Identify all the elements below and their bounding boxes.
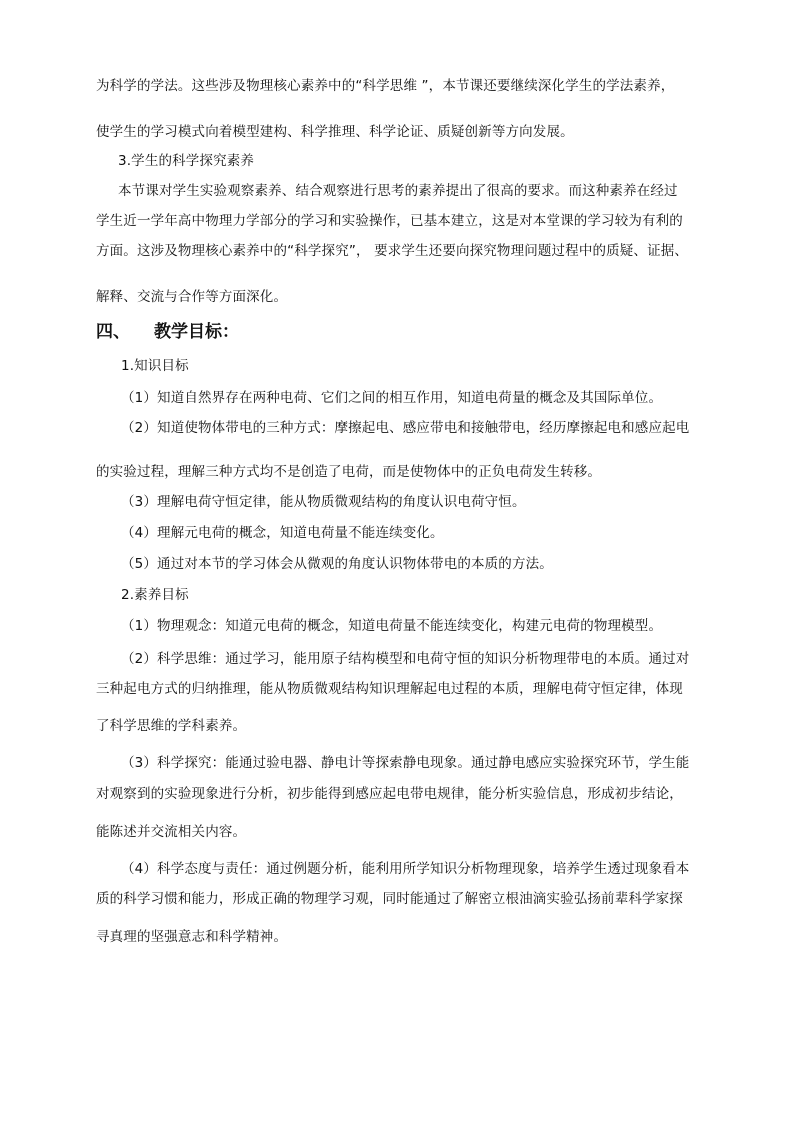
section-heading-title: 教学目标： <box>154 322 239 342</box>
paragraph-line: 解释、交流与合作等方面深化。 <box>96 289 288 305</box>
list-item-continuation: 三种起电方式的归纳推理，能从物质微观结构知识理解起电过程的本质，理解电荷守恒定律，体现 <box>96 681 683 697</box>
list-item: （4）理解元电荷的概念，知道电荷量不能连续变化。 <box>121 525 444 541</box>
section-subheading: 2.素养目标 <box>121 587 189 603</box>
paragraph-line: 本节课对学生实验观察素养、结合观察进行思考的素养提出了很高的要求。而这种素养在经过 <box>118 183 678 199</box>
list-item-continuation: 对观察到的实验现象进行分析，初步能得到感应起电带电规律，能分析实验信息，形成初步结论， <box>96 786 683 802</box>
paragraph-line: 学生近一学年高中物理力学部分的学习和实验操作，已基本建立，这是对本堂课的学习较为有利的 <box>96 213 683 229</box>
section-heading <box>96 321 239 343</box>
list-item-continuation: 了科学思维的学科素养。 <box>96 718 247 734</box>
list-item: （1）知道自然界存在两种电荷、它们之间的相互作用，知道电荷量的概念及其国际单位。 <box>121 390 663 406</box>
list-item: （5）通过对本节的学习体会从微观的角度认识物体带电的本质的方法。 <box>121 556 553 572</box>
list-item-continuation: 能陈述并交流相关内容。 <box>96 824 247 840</box>
paragraph-line: 为科学的学法。这些涉及物理核心素养中的“科学思维 ”，本节课还要继续深化学生的学法素养， <box>96 78 675 94</box>
list-item: （4）科学态度与责任：通过例题分析，能利用所学知识分析物理现象，培养学生透过现象看本 <box>121 861 690 877</box>
section-subheading: 1.知识目标 <box>121 358 189 374</box>
section-heading-number: 四、 <box>96 322 130 342</box>
paragraph-line: 使学生的学习模式向着模型建构、科学推理、科学论证、质疑创新等方向发展。 <box>96 124 574 140</box>
paragraph-line: 方面。这涉及物理核心素养中的“科学探究”， 要求学生还要向探究物理问题过程中的质疑、证据、 <box>96 243 689 259</box>
list-item: （3）科学探究：能通过验电器、静电计等探索静电现象。通过静电感应实验探究环节，学生能 <box>121 755 690 771</box>
list-item: （2）知道使物体带电的三种方式：摩擦起电、感应带电和接触带电，经历摩擦起电和感应起电 <box>121 420 690 436</box>
list-item-continuation: 寻真理的坚强意志和科学精神。 <box>96 929 288 945</box>
list-item: （2）科学思维：通过学习，能用原子结构模型和电荷守恒的知识分析物理带电的本质。通过对 <box>121 651 690 667</box>
section-subheading: 3.学生的科学探究素养 <box>118 153 255 169</box>
list-item: （3）理解电荷守恒定律，能从物质微观结构的角度认识电荷守恒。 <box>121 494 526 510</box>
list-item-continuation: 的实验过程，理解三种方式均不是创造了电荷，而是使物体中的正负电荷发生转移。 <box>96 464 602 480</box>
list-item: （1）物理观念：知道元电荷的概念，知道电荷量不能连续变化，构建元电荷的物理模型。 <box>121 618 663 634</box>
list-item-continuation: 质的科学习惯和能力，形成正确的物理学习观，同时能通过了解密立根油滴实验弘扬前辈科学家探 <box>96 891 683 907</box>
